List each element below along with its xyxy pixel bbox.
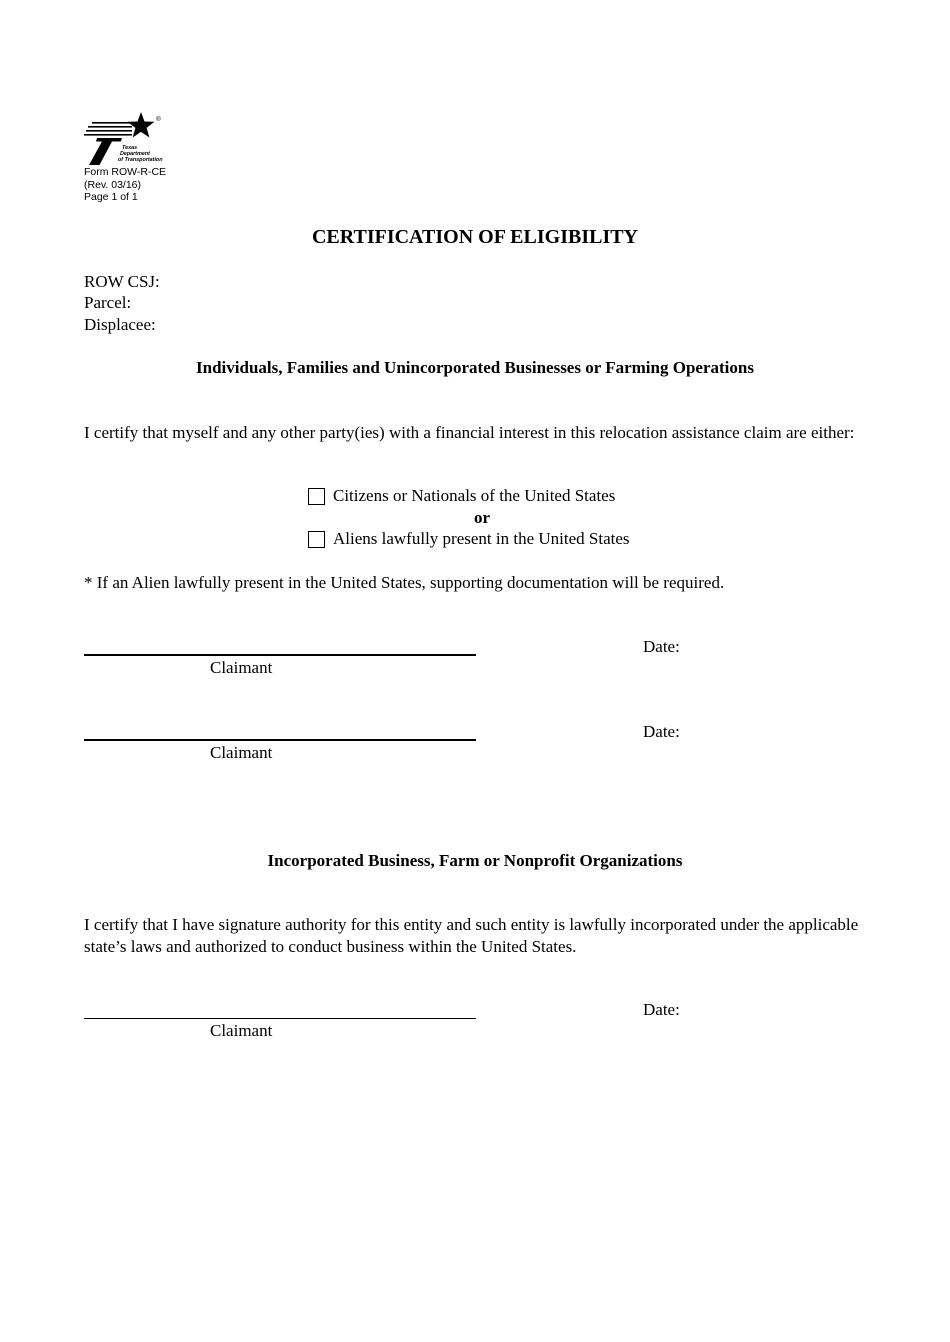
claimant-label-3: Claimant [210,1021,273,1040]
incorporated-section-heading: Incorporated Business, Farm or Nonprofit Organizations [267,851,683,870]
txdot-logo [84,112,164,168]
claimant-signature-line-1[interactable] [84,654,476,656]
aliens-option[interactable] [308,529,630,549]
logo-line-1: Texas [122,145,138,151]
claimant-label-2: Claimant [210,743,273,762]
form-meta [84,166,166,204]
form-revision: (Rev. 03/16) [84,178,141,191]
row-csj-field[interactable]: ROW CSJ: [84,272,160,291]
parcel-field[interactable]: Parcel: [84,293,132,312]
date-field-3[interactable]: Date: [643,1000,680,1019]
citizens-option-label: Citizens or Nationals of the United States [333,486,616,505]
page-title: CERTIFICATION OF ELIGIBILITY [311,226,639,248]
aliens-checkbox[interactable] [308,531,325,548]
displacee-field[interactable]: Displacee: [84,315,156,334]
individuals-certification-statement: I certify that myself and any other party(ies) with a financial interest in this relocation assistance claim are either: [84,423,855,442]
incorporated-certification-statement: I certify that I have signature authority for this entity and such entity is lawfully incorporated under the applicable state’s laws and authorized to conduct business within the United States. [84,915,859,956]
registered-mark: ® [156,116,161,123]
form-page-number: Page 1 of 1 [84,191,138,203]
claimant-signature-line-2[interactable] [84,739,476,741]
individuals-section-heading: Individuals, Families and Unincorporated Businesses or Farming Operations [196,358,754,377]
claimant-label-1: Claimant [210,658,273,677]
date-field-2[interactable]: Date: [643,722,680,741]
date-field-1[interactable]: Date: [643,637,680,656]
logo-speed-lines [84,122,132,136]
logo-star-icon [128,112,155,138]
form-number: Form ROW-R-CE [84,166,167,178]
claimant-signature-line-3[interactable] [84,1018,476,1019]
citizens-checkbox[interactable] [308,488,325,505]
alien-documentation-footnote: * If an Alien lawfully present in the United States, supporting documentation will be required. [84,573,725,592]
logo-line-2: Department [120,151,150,157]
citizens-option[interactable] [308,486,615,506]
or-separator: or [474,508,491,527]
aliens-option-label: Aliens lawfully present in the United States [333,529,630,548]
logo-line-3: of Transportation [118,157,163,163]
